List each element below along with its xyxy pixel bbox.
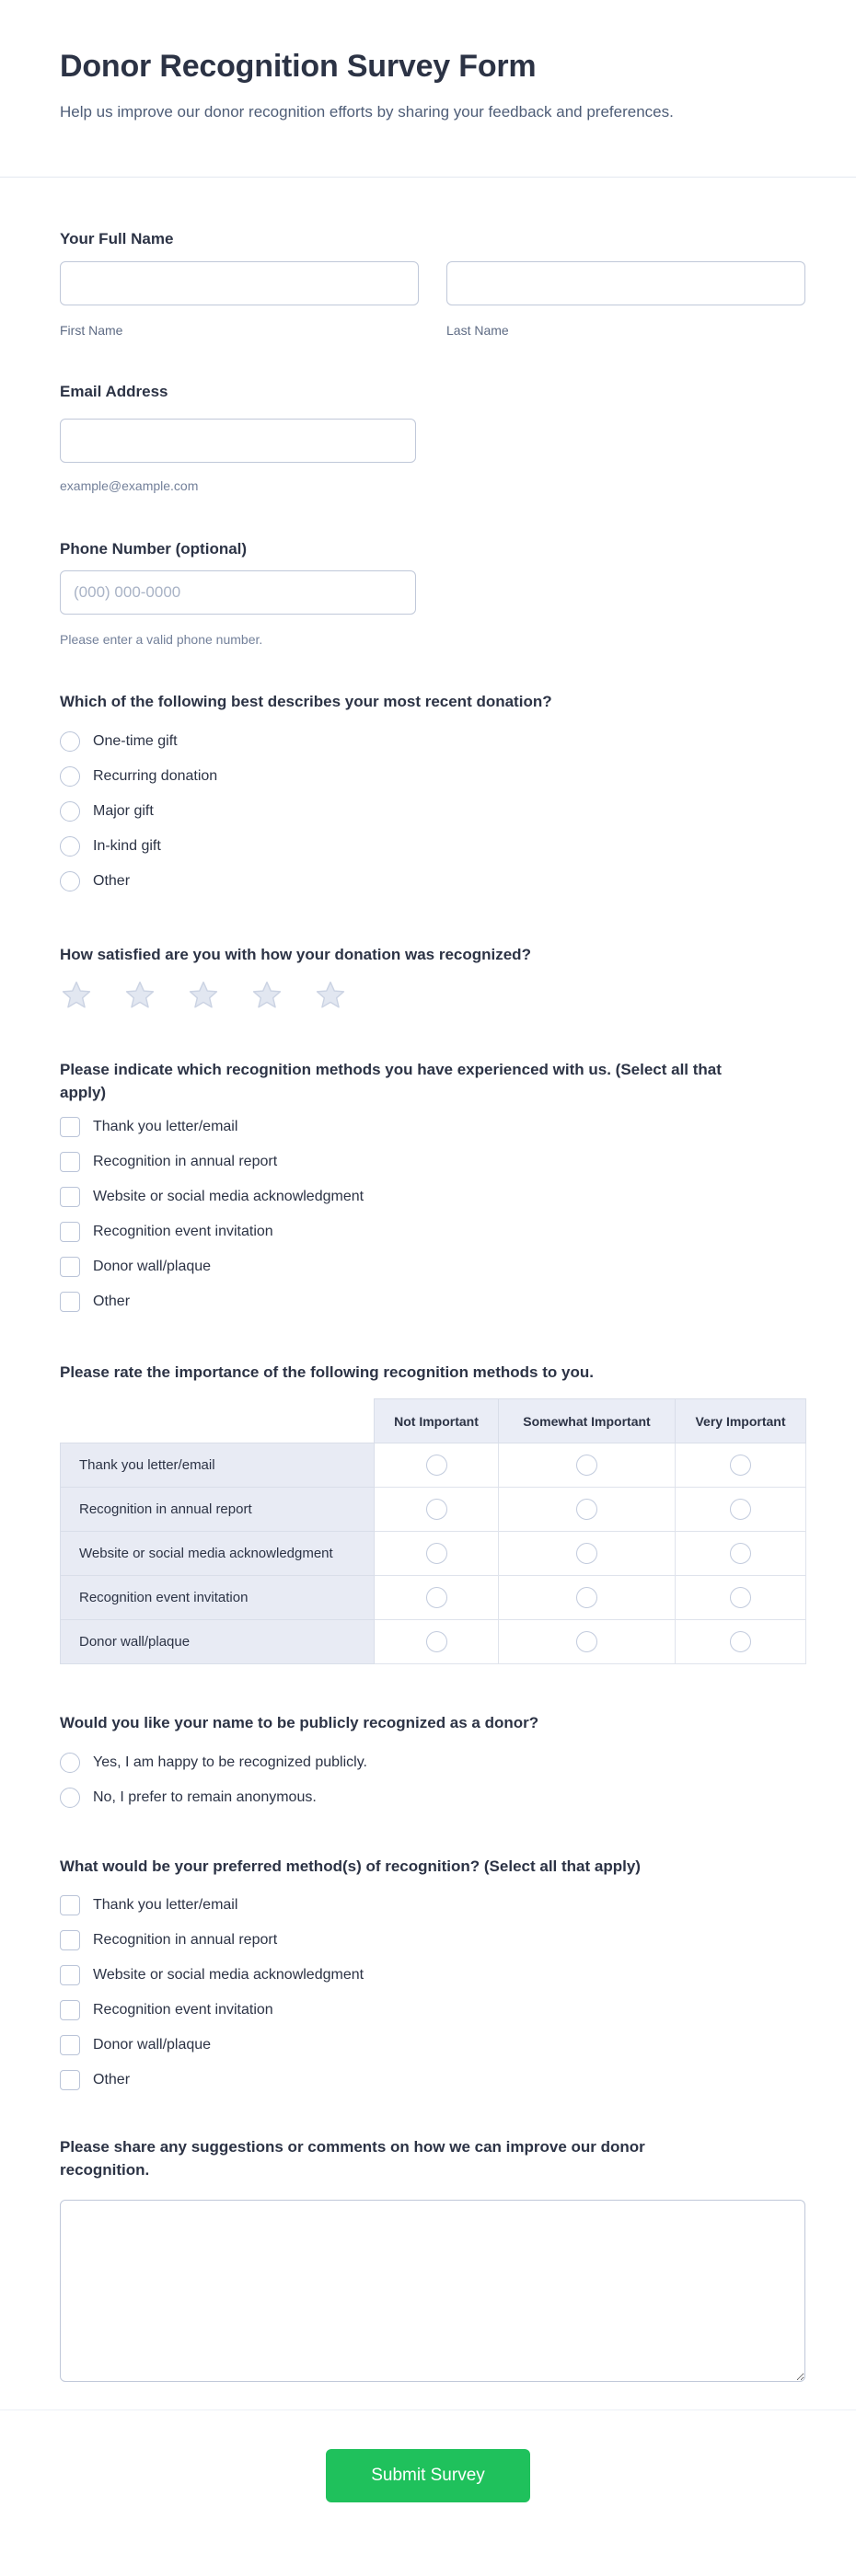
matrix-radio-cell[interactable] [375, 1620, 499, 1664]
checkbox-icon[interactable] [60, 1930, 80, 1950]
experienced-methods-options [60, 1116, 805, 1313]
recent-donation-question: Which of the following best describes your most recent donation? [60, 693, 552, 710]
checkbox-option-label: Thank you letter/email [93, 1119, 238, 1134]
matrix-radio-cell[interactable] [375, 1532, 499, 1576]
last-name-input[interactable] [446, 261, 805, 305]
checkbox-option-row[interactable] [60, 1291, 805, 1313]
radio-icon[interactable] [730, 1587, 751, 1608]
radio-option-row[interactable] [60, 800, 805, 822]
radio-option-row[interactable] [60, 765, 805, 788]
radio-icon[interactable] [60, 1753, 80, 1773]
checkbox-option-label: Recognition event invitation [93, 2002, 273, 2018]
checkbox-option-label: Other [93, 2072, 131, 2087]
checkbox-option-row[interactable] [60, 1964, 805, 1986]
submit-area [0, 2410, 856, 2548]
full-name-sublabels [60, 323, 805, 339]
matrix-row [61, 1443, 806, 1488]
checkbox-icon[interactable] [60, 1965, 80, 1985]
matrix-radio-cell[interactable] [676, 1532, 806, 1576]
checkbox-icon[interactable] [60, 2035, 80, 2055]
matrix-radio-cell[interactable] [676, 1443, 806, 1488]
matrix-column-header: Not Important [375, 1399, 499, 1443]
radio-icon[interactable] [576, 1499, 597, 1520]
phone-helper: Please enter a valid phone number. [60, 632, 263, 647]
radio-option-row[interactable] [60, 1752, 805, 1774]
radio-option-label: Recurring donation [93, 768, 218, 784]
radio-option-row[interactable] [60, 1787, 805, 1809]
radio-option-label: No, I prefer to remain anonymous. [93, 1789, 317, 1805]
star-icon[interactable] [60, 980, 93, 1011]
radio-icon[interactable] [576, 1455, 597, 1476]
checkbox-option-row[interactable] [60, 1186, 805, 1208]
star-rating [60, 977, 805, 1014]
email-field[interactable] [60, 419, 416, 463]
first-name-input[interactable] [60, 261, 419, 305]
radio-icon[interactable] [576, 1631, 597, 1652]
radio-icon[interactable] [576, 1587, 597, 1608]
matrix-row-label: Recognition in annual report [61, 1488, 375, 1532]
email-label: Email Address [60, 383, 168, 400]
checkbox-option-label: Recognition in annual report [93, 1932, 278, 1948]
matrix-radio-cell[interactable] [499, 1488, 676, 1532]
radio-option-row[interactable] [60, 730, 805, 753]
email-helper: example@example.com [60, 478, 199, 493]
public-recognition-question: Would you like your name to be publicly recognized as a donor? [60, 1714, 539, 1731]
phone-field[interactable] [60, 570, 416, 615]
checkbox-icon[interactable] [60, 1152, 80, 1172]
matrix-row-label: Recognition event invitation [61, 1576, 375, 1620]
radio-option-label: Yes, I am happy to be recognized publicly. [93, 1754, 367, 1770]
checkbox-option-row[interactable] [60, 1221, 805, 1243]
checkbox-icon[interactable] [60, 2000, 80, 2020]
checkbox-option-row[interactable] [60, 1999, 805, 2021]
full-name-label: Your Full Name [60, 230, 174, 247]
suggestions-textarea[interactable] [60, 2200, 805, 2382]
importance-matrix-question: Please rate the importance of the following recognition methods to you. [60, 1363, 594, 1381]
checkbox-option-label: Thank you letter/email [93, 1897, 238, 1913]
radio-icon[interactable] [60, 1788, 80, 1808]
radio-option-label: Other [93, 873, 131, 889]
matrix-radio-cell[interactable] [499, 1576, 676, 1620]
matrix-row [61, 1488, 806, 1532]
checkbox-icon[interactable] [60, 1117, 80, 1137]
checkbox-option-label: Other [93, 1294, 131, 1309]
full-name-row [60, 261, 805, 305]
matrix-radio-cell[interactable] [375, 1576, 499, 1620]
radio-option-label: Major gift [93, 803, 154, 819]
matrix-radio-cell[interactable] [499, 1620, 676, 1664]
radio-icon[interactable] [60, 871, 80, 891]
star-icon[interactable] [250, 980, 283, 1011]
checkbox-option-row[interactable] [60, 2034, 805, 2056]
preferred-methods-question: What would be your preferred method(s) of recognition? (Select all that apply) [60, 1857, 641, 1875]
checkbox-option-label: Donor wall/plaque [93, 1259, 212, 1274]
radio-icon[interactable] [60, 766, 80, 787]
header-divider [0, 177, 856, 178]
checkbox-icon[interactable] [60, 1895, 80, 1915]
matrix-radio-cell[interactable] [676, 1488, 806, 1532]
matrix-radio-cell[interactable] [676, 1620, 806, 1664]
public-recognition-options [60, 1752, 805, 1809]
matrix-radio-cell[interactable] [375, 1488, 499, 1532]
checkbox-icon[interactable] [60, 1292, 80, 1312]
radio-icon[interactable] [426, 1543, 447, 1564]
submit-survey-button[interactable]: Submit Survey [326, 2449, 530, 2502]
radio-icon[interactable] [426, 1499, 447, 1520]
checkbox-option-row[interactable] [60, 2069, 805, 2091]
checkbox-option-row[interactable] [60, 1894, 805, 1916]
experienced-methods-question: Please indicate which recognition methods you have experienced with us. (Select all that apply) [60, 1061, 722, 1101]
matrix-corner-cell [61, 1399, 375, 1443]
radio-icon[interactable] [60, 801, 80, 822]
radio-option-row[interactable] [60, 870, 805, 892]
recent-donation-options [60, 730, 805, 892]
checkbox-icon[interactable] [60, 1257, 80, 1277]
radio-icon[interactable] [730, 1543, 751, 1564]
checkbox-icon[interactable] [60, 1187, 80, 1207]
radio-icon[interactable] [426, 1455, 447, 1476]
checkbox-option-label: Donor wall/plaque [93, 2037, 212, 2053]
matrix-column-header: Very Important [676, 1399, 806, 1443]
matrix-row-label: Donor wall/plaque [61, 1620, 375, 1664]
matrix-column-header: Somewhat Important [499, 1399, 676, 1443]
matrix-radio-cell[interactable] [375, 1443, 499, 1488]
matrix-row [61, 1620, 806, 1664]
radio-icon[interactable] [60, 836, 80, 857]
radio-icon[interactable] [426, 1587, 447, 1608]
form-header [0, 0, 856, 124]
matrix-radio-cell[interactable] [499, 1443, 676, 1488]
checkbox-option-label: Recognition in annual report [93, 1154, 278, 1169]
checkbox-option-label: Website or social media acknowledgment [93, 1189, 364, 1204]
matrix-row [61, 1532, 806, 1576]
radio-icon[interactable] [576, 1543, 597, 1564]
radio-icon[interactable] [730, 1455, 751, 1476]
checkbox-option-row[interactable] [60, 1256, 805, 1278]
satisfaction-question: How satisfied are you with how your donation was recognized? [60, 946, 531, 963]
radio-icon[interactable] [730, 1631, 751, 1652]
radio-icon[interactable] [60, 731, 80, 752]
page-title: Donor Recognition Survey Form [60, 49, 537, 84]
matrix-radio-cell[interactable] [499, 1532, 676, 1576]
page-subtitle: Help us improve our donor recognition efforts by sharing your feedback and preferences. [60, 103, 674, 121]
star-icon[interactable] [314, 980, 347, 1011]
radio-option-label: In-kind gift [93, 838, 161, 854]
last-name-sublabel: Last Name [446, 323, 509, 338]
importance-matrix-table [60, 1398, 806, 1664]
star-icon[interactable] [187, 980, 220, 1011]
matrix-row [61, 1576, 806, 1620]
radio-icon[interactable] [730, 1499, 751, 1520]
checkbox-icon[interactable] [60, 1222, 80, 1242]
suggestions-question: Please share any suggestions or comments on how we can improve our donor recognition. [60, 2138, 645, 2179]
checkbox-option-row[interactable] [60, 1151, 805, 1173]
checkbox-icon[interactable] [60, 2070, 80, 2090]
checkbox-option-row[interactable] [60, 1929, 805, 1951]
matrix-row-label: Website or social media acknowledgment [61, 1532, 375, 1576]
matrix-radio-cell[interactable] [676, 1576, 806, 1620]
preferred-methods-options [60, 1894, 805, 2091]
radio-icon[interactable] [426, 1631, 447, 1652]
checkbox-option-label: Website or social media acknowledgment [93, 1967, 364, 1983]
checkbox-option-row[interactable] [60, 1116, 805, 1138]
star-icon[interactable] [123, 980, 156, 1011]
matrix-row-label: Thank you letter/email [61, 1443, 375, 1488]
radio-option-label: One-time gift [93, 733, 178, 749]
radio-option-row[interactable] [60, 835, 805, 857]
phone-label: Phone Number (optional) [60, 540, 248, 558]
first-name-sublabel: First Name [60, 323, 123, 338]
checkbox-option-label: Recognition event invitation [93, 1224, 273, 1239]
